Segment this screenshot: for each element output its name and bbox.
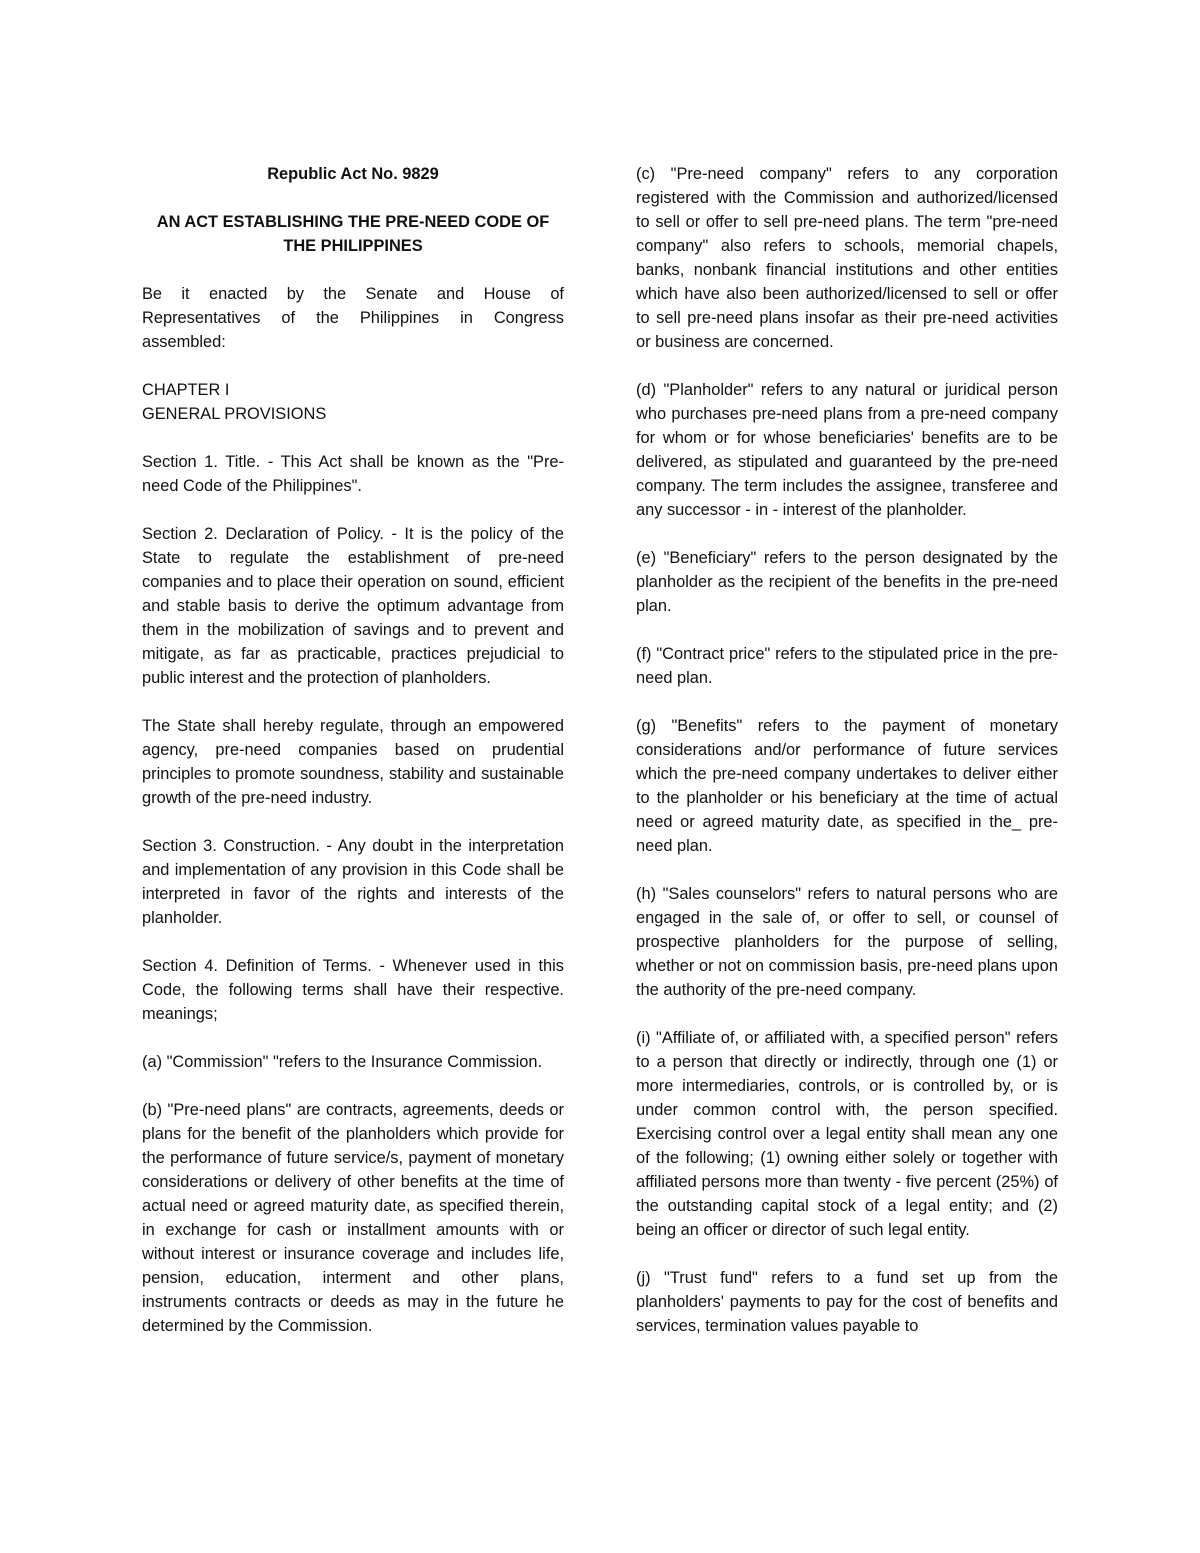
definition-f-contract-price: (f) "Contract price" refers to the stipulated price in the pre-need plan. xyxy=(636,645,1058,687)
definition-g-benefits: (g) "Benefits" refers to the payment of monetary considerations and/or performance of future services which the pre-need company undertakes to deliver either to the planholder or his beneficiary at the time of actual need or agreed maturity date, as specified in the_ pre-need plan. xyxy=(636,717,1058,855)
section-4-definition-of-terms: Section 4. Definition of Terms. - Whenever used in this Code, the following terms shall have their respective. meanings; xyxy=(142,957,564,1023)
definition-e-beneficiary: (e) "Beneficiary" refers to the person designated by the planholder as the recipient of the benefits in the pre-need plan. xyxy=(636,549,1058,615)
right-column xyxy=(636,162,1058,1338)
left-column xyxy=(142,162,564,1338)
chapter-title: GENERAL PROVISIONS xyxy=(142,405,327,423)
section-2-declaration-of-policy: Section 2. Declaration of Policy. - It is the policy of the State to regulate the establishment of pre-need companies and to place their operation on sound, efficient and stable basis to derive the optimum advantage from them in the mobilization of savings and to prevent and mitigate, as far as practicable, practices prejudicial to public interest and the protection of planholders. xyxy=(142,525,564,687)
section-3-construction: Section 3. Construction. - Any doubt in the interpretation and implementation of any provision in this Code shall be interpreted in favor of the rights and interests of the planholder. xyxy=(142,837,564,927)
definition-j-trust-fund: (j) "Trust fund" refers to a fund set up from the planholders' payments to pay for the cost of benefits and services, termination values payable to xyxy=(636,1269,1058,1335)
definition-h-sales-counselors: (h) "Sales counselors" refers to natural persons who are engaged in the sale of, or offer to sell, or counsel of prospective planholders for the purpose of selling, whether or not on commission basis, pre-need plans upon the authority of the pre-need company. xyxy=(636,885,1058,999)
definition-c-pre-need-company: (c) "Pre-need company" refers to any corporation registered with the Commission and authorized/licensed to sell or offer to sell pre-need plans. The term "pre-need company" also refers to schools, memorial chapels, banks, nonbank financial institutions and other entities which have also been authorized/licensed to sell or offer to sell pre-need plans insofar as their pre-need activities or business are concerned. xyxy=(636,165,1058,351)
definition-a-commission: (a) "Commission" "refers to the Insurance Commission. xyxy=(142,1053,543,1071)
state-regulation-paragraph: The State shall hereby regulate, through an empowered agency, pre-need companies based on prudential principles to promote soundness, stability and sustainable growth of the pre-need industry. xyxy=(142,717,564,807)
section-1-title: Section 1. Title. - This Act shall be known as the "Pre-need Code of the Philippines". xyxy=(142,453,564,495)
chapter-heading xyxy=(142,378,564,426)
chapter-number: CHAPTER I xyxy=(142,381,230,399)
act-subtitle: AN ACT ESTABLISHING THE PRE-NEED CODE OF THE PHILIPPINES xyxy=(156,213,550,255)
definition-b-pre-need-plans: (b) "Pre-need plans" are contracts, agreements, deeds or plans for the benefit of the planholders which provide for the performance of future service/s, payment of monetary considerations or delivery of other benefits at the time of actual need or agreed maturity date, as specified therein, in exchange for cash or installment amounts with or without interest or insurance coverage and includes life, pension, education, interment and other plans, instruments contracts or deeds as may in the future he determined by the Commission. xyxy=(142,1101,564,1335)
document-title: Republic Act No. 9829 xyxy=(267,165,439,183)
enacting-clause: Be it enacted by the Senate and House of Representatives of the Philippines in Congress assembled: xyxy=(142,285,564,351)
definition-d-planholder: (d) "Planholder" refers to any natural or juridical person who purchases pre-need plans from a pre-need company for whom or for whose beneficiaries' benefits are to be delivered, as stipulated and guaranteed by the pre-need company. The term includes the assignee, transferee and any successor - in - interest of the planholder. xyxy=(636,381,1058,519)
definition-i-affiliate: (i) "Affiliate of, or affiliated with, a specified person" refers to a person that directly or indirectly, through one (1) or more intermediaries, controls, or is controlled by, or is under common control with, the person specified. Exercising control over a legal entity shall mean any one of the following; (1) owning either solely or together with affiliated persons more than twenty - five percent (25%) of the outstanding capital stock of a legal entity; and (2) being an officer or director of such legal entity. xyxy=(636,1029,1058,1239)
